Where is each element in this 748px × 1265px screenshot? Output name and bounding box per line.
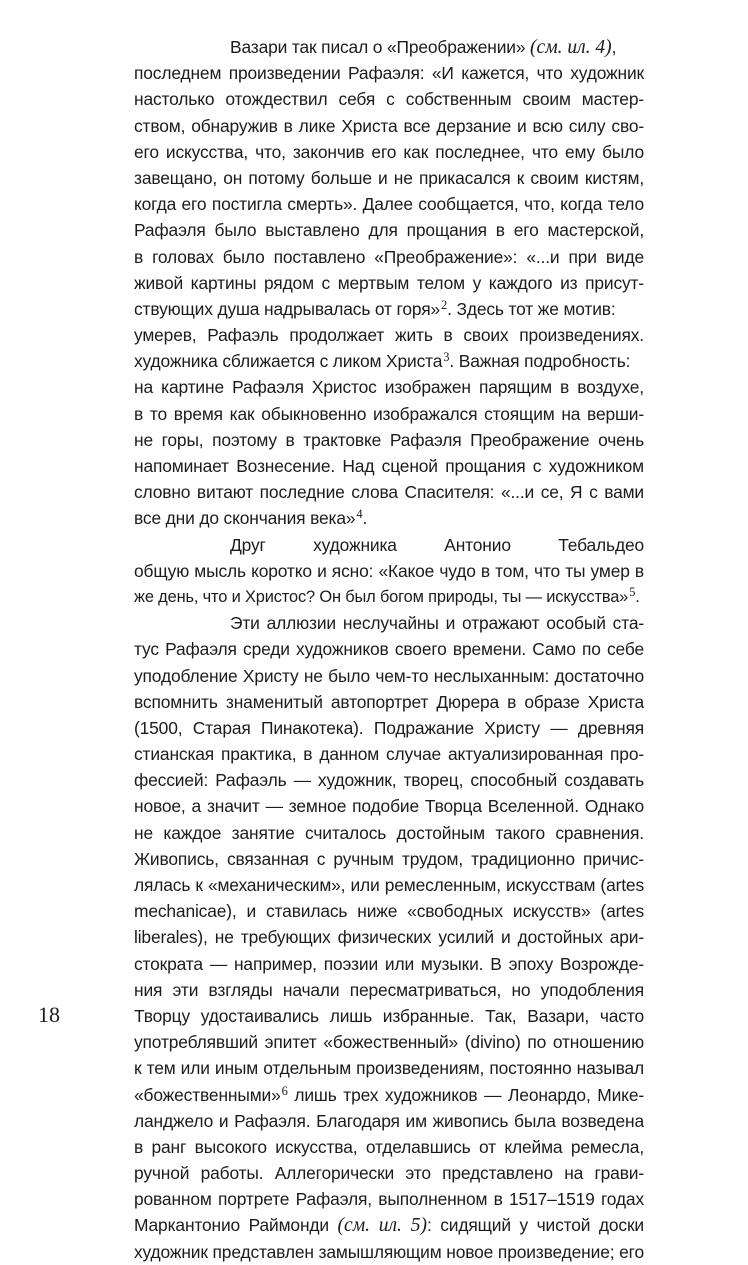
line-text: его искусства, что, закончив его как последнее, что ему было	[134, 141, 644, 162]
text-line	[134, 1212, 644, 1238]
text-line	[134, 1029, 644, 1055]
text-line	[134, 139, 644, 165]
text-line	[134, 820, 644, 846]
line-text-tail: : сидящий у чистой доски	[426, 1215, 644, 1236]
text-line	[134, 741, 644, 767]
text-line	[134, 453, 644, 479]
line-text: не горы, поэтому в трактовке Рафаэля Преображение очень	[134, 429, 644, 450]
line-text: ния эти взгляды начали пересматриваться, но уподобления	[134, 979, 644, 1000]
text-line	[134, 793, 644, 819]
line-text: напоминает Вознесение. Над сценой прощания с художником	[134, 456, 644, 476]
illustration-reference: (см. ил. 5)	[337, 1215, 427, 1237]
text-line	[134, 846, 644, 872]
text-line	[134, 1055, 644, 1081]
line-text: же день, что и Христос? Он был богом природы, ты — искусства»	[134, 587, 629, 606]
text-line	[134, 715, 644, 741]
line-text: когда его постигла смерть». Далее сообщается, что, когда тело	[134, 194, 644, 215]
text-line	[134, 1003, 644, 1029]
text-line	[134, 977, 644, 1003]
text-line	[134, 348, 644, 374]
line-text: словно витают последние слова Спасителя: «...и се, Я с вами	[134, 482, 644, 503]
text-line	[134, 34, 644, 60]
line-text: liberales), не требующих физических усилий и достойных ари-	[134, 927, 644, 948]
footnote-marker: 3	[443, 350, 450, 365]
line-text: тус Рафаэля среди художников своего времени. Само по себе	[134, 639, 644, 660]
text-line	[134, 479, 644, 505]
line-text: настолько отождествил себя с собственным своим мастер-	[134, 89, 644, 110]
line-text: рованном портрете Рафаэля, выполненном в 1517–1519 годах	[134, 1189, 644, 1210]
line-text: mechanicae), и ставилась ниже «свободных искусств» (artes	[134, 901, 644, 922]
line-text: стианская практика, в данном случае актуализированная про-	[134, 744, 644, 765]
text-line	[134, 898, 644, 924]
line-text-tail: ,	[611, 37, 617, 57]
text-line	[134, 401, 644, 427]
footnote-marker: 2	[441, 297, 448, 312]
text-line	[134, 60, 644, 86]
text-line	[134, 924, 644, 950]
line-text: Живопись, связанная с ручным трудом, традиционно причис-	[134, 848, 644, 869]
line-text: в то время как обыкновенно изображался стоящим на верши-	[134, 403, 644, 424]
line-text: Эти аллюзии неслучайны и отражают особый ста-	[230, 613, 644, 634]
text-line	[134, 113, 644, 139]
text-line	[134, 558, 644, 584]
line-text-tail: .	[635, 587, 640, 606]
line-text: Вазари так писал о «Преображении»	[230, 37, 531, 57]
line-text: вспомнить знаменитый автопортрет Дюрера в образе Христа	[134, 691, 644, 712]
text-line	[134, 1160, 644, 1186]
line-text: «божественными»	[134, 1084, 281, 1105]
line-text: Творцу удостаивались лишь избранные. Так, Вазари, часто	[134, 1005, 644, 1026]
line-text: художник представлен замышляющим новое произведение; его	[134, 1241, 644, 1262]
line-text: художника сближается с ликом Христа	[134, 351, 443, 372]
text-line	[134, 1108, 644, 1134]
line-text: употреблявший эпитет «божественный» (divino) по отношению	[134, 1032, 644, 1053]
line-text: все дни до скончания века»	[134, 508, 356, 529]
line-text: Друг художника Антонио Тебальдео	[230, 534, 644, 555]
footnote-marker: 6	[281, 1083, 288, 1098]
line-text: в головах было поставлено «Преображение»: «...и при виде	[134, 246, 644, 267]
line-text: ством, обнаружив в лике Христа все дерзание и всю силу сво-	[134, 115, 644, 136]
text-line	[134, 1082, 644, 1108]
line-text: в ранг высокого искусства, отделавшись от клейма ремесла,	[134, 1136, 644, 1157]
line-text: завещано, он потому больше и не прикасался к своим кистям,	[134, 167, 644, 188]
line-text: живой картины рядом с мертвым телом у каждого из присут-	[134, 272, 644, 293]
line-text: Рафаэля было выставлено для прощания в его мастерской,	[134, 220, 644, 241]
line-text: ствующих душа надрывалась от горя»	[134, 298, 441, 319]
text-line	[134, 872, 644, 898]
line-text: на картине Рафаэля Христос изображен парящим в воздухе,	[134, 377, 644, 398]
text-line	[134, 86, 644, 112]
text-line	[134, 767, 644, 793]
text-line	[134, 427, 644, 453]
line-text: умерев, Рафаэль продолжает жить в своих произведениях.	[134, 325, 644, 346]
line-text-tail: . Здесь тот же мотив:	[447, 298, 616, 319]
text-line	[134, 636, 644, 662]
line-text-tail: .	[362, 508, 368, 529]
line-text: ланджело и Рафаэля. Благодаря им живопись была возведена	[134, 1110, 644, 1131]
text-line	[134, 505, 644, 531]
text-line	[134, 663, 644, 689]
text-line	[134, 296, 644, 322]
line-text: последнем произведении Рафаэля: «И кажется, что художник	[134, 63, 644, 84]
line-text: ручной работы. Аллегорически это представлено на грави-	[134, 1163, 644, 1184]
text-line	[134, 374, 644, 400]
footnote-marker: 5	[629, 584, 636, 599]
text-line	[134, 532, 644, 558]
text-line	[134, 584, 644, 610]
line-text: (1500, Старая Пинакотека). Подражание Христу — древняя	[134, 717, 644, 738]
text-line	[134, 1186, 644, 1212]
line-text: лялась к «механическим», или ремесленным, искусствам (artes	[134, 875, 644, 895]
footnote-marker: 4	[356, 507, 363, 522]
line-text: уподобление Христу не было чем-то неслыханным: достаточно	[134, 665, 644, 686]
text-line	[134, 270, 644, 296]
text-line	[134, 689, 644, 715]
line-text: общую мысль коротко и ясно: «Какое чудо в том, что ты умер в	[134, 560, 644, 581]
page-number: 18	[38, 1002, 60, 1027]
text-line	[134, 244, 644, 270]
line-text-tail: . Важная подробность:	[449, 351, 631, 372]
line-text: фессией: Рафаэль — художник, творец, способный создавать	[134, 770, 644, 791]
line-text-tail: лишь трех художников — Леонардо, Мике-	[287, 1084, 644, 1105]
text-line	[134, 951, 644, 977]
text-line	[134, 322, 644, 348]
line-text: к тем или иным отдельным произведениям, постоянно называл	[134, 1058, 644, 1079]
line-text: новое, а значит — земное подобие Творца Вселенной. Однако	[134, 796, 644, 817]
text-line	[134, 191, 644, 217]
line-text: стократа — например, поэзии или музыки. В эпоху Возрожде-	[134, 953, 644, 974]
text-line	[134, 1134, 644, 1160]
body-text	[134, 34, 644, 1265]
text-line	[134, 610, 644, 636]
text-line	[134, 1239, 644, 1265]
illustration-reference: (см. ил. 4)	[530, 37, 612, 58]
text-line	[134, 165, 644, 191]
line-text: Маркантонио Раймонди	[134, 1215, 338, 1236]
text-line	[134, 217, 644, 243]
line-text: не каждое занятие считалось достойным такого сравнения.	[134, 822, 644, 843]
